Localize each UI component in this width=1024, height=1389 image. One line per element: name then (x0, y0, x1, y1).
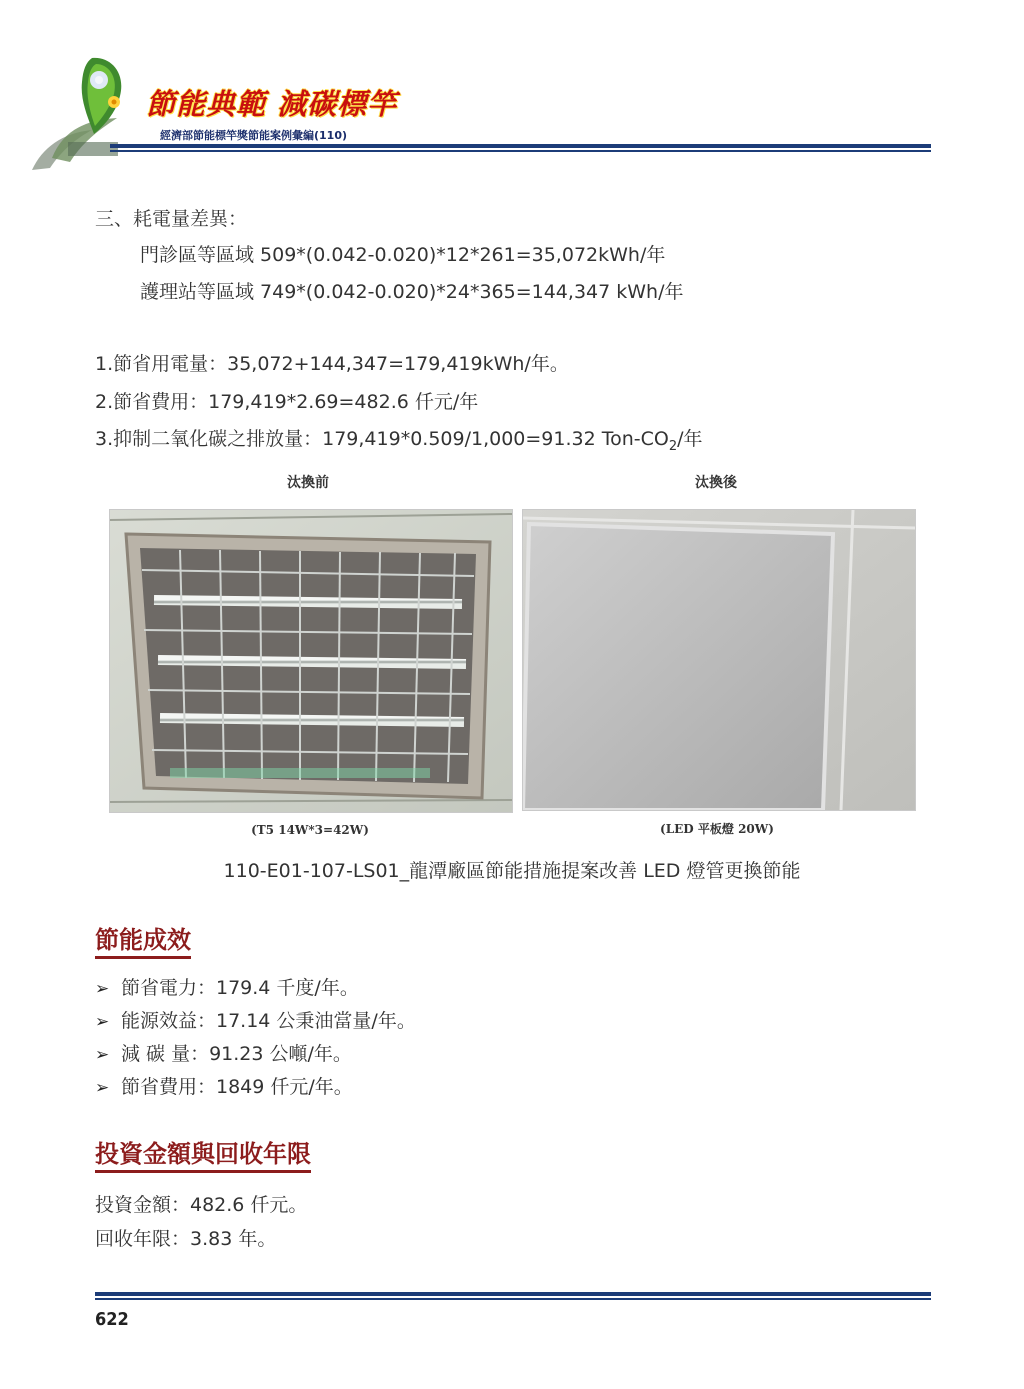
photo-after-label: 汰換後 (695, 475, 737, 491)
arrow-bullet-icon: ➢ (95, 979, 110, 999)
arrow-bullet-icon: ➢ (95, 1078, 110, 1098)
payback-period: 回收年限：3.83 年。 (95, 1228, 277, 1250)
calc-line-outpatient: 門診區等區域 509*(0.042-0.020)*12*261=35,072kWh/年 (140, 244, 666, 266)
calc-heading: 三、耗電量差異： (95, 208, 248, 230)
results-heading: 節能成效 (95, 920, 191, 959)
investment-heading: 投資金額與回收年限 (95, 1134, 311, 1173)
header-title: 節能典範 減碳標竿 (146, 87, 398, 121)
taiwan-leaf-logo-icon (22, 38, 162, 178)
footer-rule (95, 1292, 931, 1300)
photo-before-label: 汰換前 (287, 475, 329, 491)
saving-electricity: 1.節省用電量：35,072+144,347=179,419kWh/年。 (95, 353, 569, 375)
results-item: ➢ 能源效益：17.14 公秉油當量/年。 (95, 1007, 416, 1040)
saving-co2-suffix: /年 (677, 428, 703, 450)
saving-co2-prefix: 3.抑制二氧化碳之排放量：179,419*0.509/1,000=91.32 Ton-CO (95, 428, 669, 450)
figure-caption: 110-E01-107-LS01_龍潭廠區節能措施提案改善 LED 燈管更換節能 (223, 860, 801, 882)
saving-co2 (95, 424, 703, 454)
saving-cost: 2.節省費用：179,419*2.69=482.6 仟元/年 (95, 391, 479, 413)
saving-co2-subscript: 2 (668, 438, 678, 454)
results-item: ➢ 減 碳 量：91.23 公噸/年。 (95, 1040, 416, 1073)
results-list (95, 974, 416, 1106)
results-item: ➢ 節省電力：179.4 千度/年。 (95, 974, 416, 1007)
photo-before-caption: (T5 14W*3=42W) (251, 823, 369, 837)
header-logo (22, 38, 162, 178)
photo-before-t5-fixture (109, 509, 513, 813)
header-subtitle: 經濟部節能標竿獎節能案例彙編(110) (160, 129, 348, 142)
arrow-bullet-icon: ➢ (95, 1012, 110, 1032)
photo-after-led-panel (522, 509, 916, 811)
arrow-bullet-icon: ➢ (95, 1045, 110, 1065)
results-item: ➢ 節省費用：1849 仟元/年。 (95, 1073, 416, 1106)
header-rule (110, 144, 931, 152)
page-number: 622 (95, 1309, 129, 1330)
investment-amount: 投資金額：482.6 仟元。 (95, 1194, 308, 1216)
photo-after-caption: (LED 平板燈 20W) (660, 822, 774, 836)
calc-line-nursing: 護理站等區域 749*(0.042-0.020)*24*365=144,347 kWh/年 (140, 281, 684, 303)
